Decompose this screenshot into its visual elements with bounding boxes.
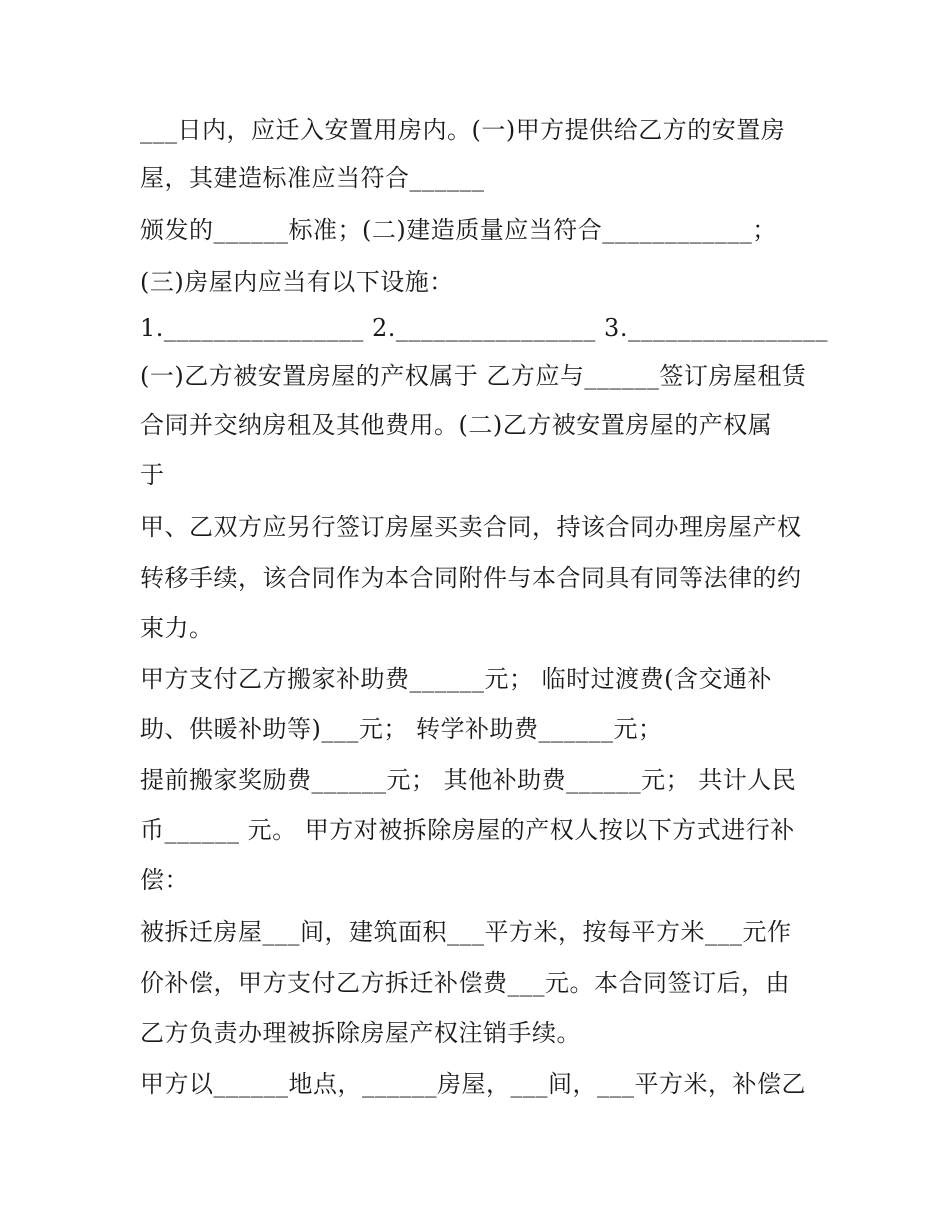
text-line: 价补偿，甲方支付乙方拆迁补偿费___元。本合同签订后，由 (140, 969, 790, 997)
text-line: ___日内，应迁入安置用房内。(一)甲方提供给乙方的安置房 (140, 116, 786, 144)
text-line: (三)房屋内应当有以下设施： (140, 268, 454, 296)
text-line: 提前搬家奖励费______元； 其他补助费______元； 共计人民 (140, 766, 797, 794)
text-line: 1.________________ 2.________________ 3.________________ (140, 314, 828, 342)
text-line: 屋，其建造标准应当符合______ (140, 164, 485, 192)
text-line: 束力。 (140, 614, 214, 642)
text-line: 币______ 元。 甲方对被拆除房屋的产权人按以下方式进行补 (140, 816, 795, 844)
text-line: 颁发的______标准；(二)建造质量应当符合____________； (140, 216, 777, 244)
text-line: 甲方以______地点，______房屋，___间，___平方米，补偿乙 (140, 1070, 806, 1098)
text-line: 合同并交纳房租及其他费用。(二)乙方被安置房屋的产权属 (140, 411, 773, 439)
text-line: 助、供暖补助等)___元； 转学补助费______元； (140, 715, 663, 743)
text-line: 偿： (140, 866, 189, 894)
text-line: 于 (140, 461, 165, 489)
text-line: 转移手续，该合同作为本合同附件与本合同具有同等法律的约 (140, 564, 802, 592)
text-line: 甲方支付乙方搬家补助费______元； 临时过渡费(含交通补 (140, 665, 772, 693)
text-line: (一)乙方被安置房屋的产权属于 乙方应与______签订房屋租赁 (140, 362, 807, 390)
text-line: 甲、乙双方应另行签订房屋买卖合同，持该合同办理房屋产权 (140, 513, 802, 541)
text-line: 被拆迁房屋___间，建筑面积___平方米，按每平方米___元作 (140, 918, 792, 946)
text-line: 乙方负责办理被拆除房屋产权注销手续。 (140, 1019, 581, 1047)
